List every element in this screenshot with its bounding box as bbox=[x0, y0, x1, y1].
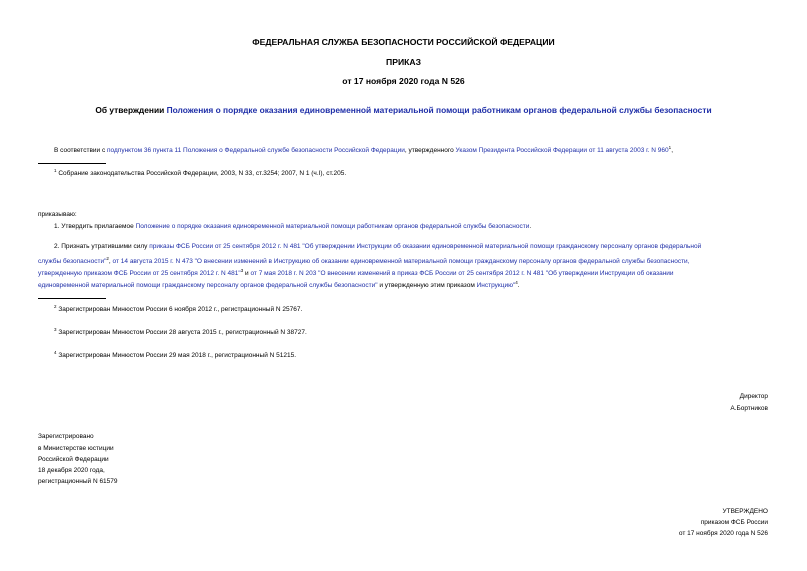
footnote-2 bbox=[54, 301, 302, 316]
item2-link-2018-cont[interactable]: единовременной материальной помощи гражданскому персоналу органов федеральной службы безопасности" bbox=[38, 282, 378, 290]
item2-link-orders[interactable]: приказы ФСБ России от 25 сентября 2012 г. N 481 "Об утверждении Инструкции об оказании единовременной материальной помощи гражданскому персоналу органов федеральной bbox=[149, 243, 702, 250]
footnote-text: Зарегистрирован Минюстом России 29 мая 2018 г., регистрационный N 51215. bbox=[56, 352, 297, 360]
footnote-3 bbox=[54, 324, 307, 339]
preamble-text: , утвержденного bbox=[404, 147, 456, 155]
item-text: . bbox=[529, 223, 532, 230]
item-text: и bbox=[243, 270, 251, 278]
preamble-link-2[interactable]: Указом Президента Российской Федерации от 11 августа 2003 г. N 960 bbox=[455, 147, 669, 155]
footnote-marker: 4 bbox=[54, 350, 57, 355]
org-heading: ФЕДЕРАЛЬНАЯ СЛУЖБА БЕЗОПАСНОСТИ РОССИЙСКОЙ ФЕДЕРАЦИИ bbox=[252, 37, 555, 47]
doc-type: ПРИКАЗ bbox=[386, 57, 421, 67]
order-item-2-line-4 bbox=[38, 277, 520, 292]
footnote-divider bbox=[38, 298, 106, 299]
preamble-text: , bbox=[671, 147, 673, 155]
doc-title-link[interactable]: Положения о порядке оказания единовременной материальной помощи работникам органов федеральной службы безопасности bbox=[166, 105, 712, 115]
item-text: , bbox=[108, 258, 113, 266]
footnote-text: Собрание законодательства Российской Федерации, 2003, N 33, ст.3254; 2007, N 1 (ч.I), ст.205. bbox=[56, 170, 347, 178]
doc-title bbox=[0, 105, 807, 115]
footnote-ref[interactable]: 1 bbox=[668, 145, 672, 150]
preamble-link-1[interactable]: подпунктом 36 пункта 11 Положения о Федеральной службе безопасности Российской Федерации bbox=[107, 147, 405, 155]
footnote-text: Зарегистрирован Минюстом России 28 августа 2015 г., регистрационный N 38727. bbox=[56, 329, 307, 337]
registration-line: 18 декабря 2020 года, bbox=[38, 467, 105, 474]
item-text: 1. Утвердить прилагаемое bbox=[54, 223, 136, 230]
item2-link-2015-cont[interactable]: утвержденную приказом ФСБ России от 25 сентября 2012 г. N 481" bbox=[38, 270, 241, 278]
footnote-divider bbox=[38, 163, 106, 164]
footnote-marker: 2 bbox=[54, 304, 57, 309]
footnote-ref[interactable]: 4 bbox=[515, 280, 518, 285]
footnote-1 bbox=[54, 165, 346, 180]
item-text: . bbox=[517, 282, 520, 290]
doc-title-prefix: Об утверждении bbox=[95, 105, 167, 115]
signatory-position: Директор bbox=[739, 393, 768, 400]
approval-line: приказом ФСБ России bbox=[700, 519, 768, 526]
footnote-4 bbox=[54, 347, 296, 362]
order-item-2-line-1 bbox=[54, 241, 701, 253]
item2-link-instruction[interactable]: Инструкцию" bbox=[476, 282, 516, 290]
item1-link[interactable]: Положение о порядке оказания единовременной материальной помощи работникам органов федеральной службы безопасности bbox=[135, 223, 530, 230]
footnote-marker: 3 bbox=[54, 327, 57, 332]
approval-line: УТВЕРЖДЕНО bbox=[722, 508, 768, 515]
order-item-1 bbox=[54, 221, 531, 233]
preamble-text: В соответствии с bbox=[54, 147, 108, 155]
registration-line: Зарегистрировано bbox=[38, 433, 94, 440]
item-text: 2. Признать утратившими силу bbox=[54, 243, 150, 250]
item2-link-orders-cont[interactable]: службы безопасности" bbox=[38, 258, 107, 266]
footnote-marker: 1 bbox=[54, 168, 57, 173]
footnote-ref[interactable]: 2 bbox=[106, 256, 109, 261]
registration-line: в Министерстве юстиции bbox=[38, 445, 114, 452]
item-text: и утвержденную этим приказом bbox=[377, 282, 477, 290]
doc-date-number: от 17 ноября 2020 года N 526 bbox=[342, 76, 465, 86]
footnote-ref[interactable]: 3 bbox=[240, 268, 244, 273]
order-command: приказываю: bbox=[38, 211, 77, 218]
signatory-name: А.Бортников bbox=[730, 405, 768, 412]
item2-link-2015[interactable]: от 14 августа 2015 г. N 473 "О внесении изменений в Инструкцию об оказании единовременной материальной помощи гражданскому персоналу органов федеральной службы безопасности, bbox=[112, 258, 690, 266]
item2-link-2018[interactable]: от 7 мая 2018 г. N 203 "О внесении изменений в приказ ФСБ России от 25 сентября 2012 г. N 481 "Об утверждении Инструкции об оказании bbox=[250, 270, 674, 278]
registration-line: регистрационный N 61579 bbox=[38, 478, 118, 485]
footnote-text: Зарегистрирован Минюстом России 6 ноября 2012 г., регистрационный N 25767. bbox=[56, 306, 303, 314]
preamble bbox=[54, 142, 673, 157]
registration-line: Российской Федерации bbox=[38, 456, 109, 463]
approval-line: от 17 ноября 2020 года N 526 bbox=[678, 530, 768, 537]
